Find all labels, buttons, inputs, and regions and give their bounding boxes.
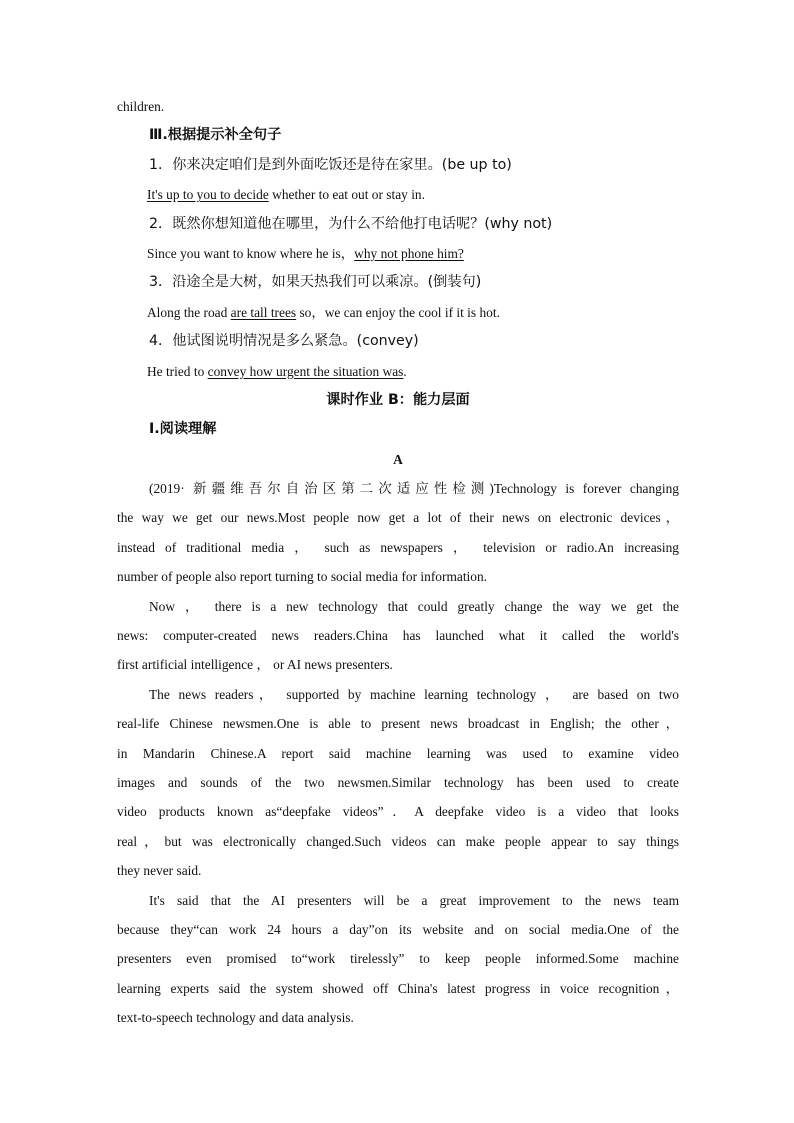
paragraph-line: news: computer-created news readers.China has launched what it called the world's <box>117 628 679 644</box>
paragraph-line: text-to-speech technology and data analysis. <box>117 1010 354 1026</box>
answer-blank: why not phone him? <box>354 245 464 261</box>
paragraph-line: real，but was electronically changed.Such videos can make people appear to say things <box>117 833 679 849</box>
answer-post: whether to eat out or stay in. <box>268 187 425 203</box>
paragraph-line: learning experts said the system showed off China's latest progress in voice recognition， <box>117 980 679 996</box>
paragraph-line: in Mandarin Chinese.A report said machine learning was used to examine video <box>117 745 679 761</box>
paragraph-line: images and sounds of the two newsmen.Similar technology has been used to create <box>117 774 679 790</box>
paragraph-line: the way we get our news.Most people now get a lot of their news on electronic devices， <box>117 510 679 526</box>
document-page <box>117 92 679 1033</box>
paragraph-1 <box>117 474 679 592</box>
homework-title: 课时作业 B：能力层面 <box>326 391 470 408</box>
paragraph-line: instead of traditional media ， such as newspapers ， television or radio.An increasing <box>117 539 679 555</box>
paragraph-line: real-life Chinese newsmen.One is able to present news broadcast in English; the other， <box>117 716 679 732</box>
answer-pre: Since you want to know where he is， <box>147 245 355 261</box>
exercise-1-answer <box>117 180 679 209</box>
section-heading-complete-sentences: Ⅲ.根据提示补全句子 <box>149 127 282 144</box>
passage-letter: A <box>393 451 403 467</box>
paragraph-line: presenters even promised to“work tirelessly” to keep people informed.Some machine <box>117 951 679 967</box>
exercise-4-answer <box>117 357 679 386</box>
paragraph-line: because they“can work 24 hours a day”on its website and on social media.One of the <box>117 921 679 937</box>
paragraph-4 <box>117 886 679 1033</box>
exercise-3-prompt: 3．沿途全是大树，如果天热我们可以乘凉。(倒装句) <box>149 274 482 291</box>
exercise-2-answer <box>117 239 679 268</box>
paragraph-line: video products known as“deepfake videos”．A deepfake video is a video that looks <box>117 804 679 820</box>
exercise-4-prompt: 4．他试图说明情况是多么紧急。(convey) <box>149 333 419 350</box>
exercise-3-answer <box>117 298 679 327</box>
paragraph-line: It's said that the AI presenters will be a great improvement to the news team <box>149 892 679 908</box>
paragraph-2 <box>117 592 679 680</box>
paragraph-line: number of people also report turning to social media for information. <box>117 569 488 585</box>
top-fragment: children. <box>117 99 165 114</box>
answer-blank: convey how urgent the situation was <box>207 363 404 379</box>
answer-blank: are tall trees <box>230 304 297 320</box>
answer-post: so，we can enjoy the cool if it is hot. <box>296 304 500 320</box>
exercise-1-prompt: 1．你来决定咱们是到外面吃饭还是待在家里。(be up to) <box>149 156 512 173</box>
paragraph-line: they never said. <box>117 863 202 879</box>
paragraph-line: first artificial intelligence ， or AI news presenters. <box>117 657 393 673</box>
paragraph-line: The news readers， supported by machine learning technology ， are based on two <box>149 686 679 702</box>
paragraph-3 <box>117 680 679 886</box>
answer-pre: Along the road <box>147 304 231 320</box>
answer-blank: It's up to you to decide <box>147 187 269 203</box>
paragraph-line: Now ， there is a new technology that could greatly change the way we get the <box>149 598 679 614</box>
paragraph-line: (2019· 新疆维吾尔自治区第二次适应性检测)Technology is forever changing <box>149 481 679 497</box>
exercise-2-prompt: 2．既然你想知道他在哪里，为什么不给他打电话呢？(why not) <box>149 215 553 232</box>
answer-post: . <box>403 363 407 379</box>
reading-heading: Ⅰ.阅读理解 <box>149 421 217 438</box>
answer-pre: He tried to <box>147 363 208 379</box>
